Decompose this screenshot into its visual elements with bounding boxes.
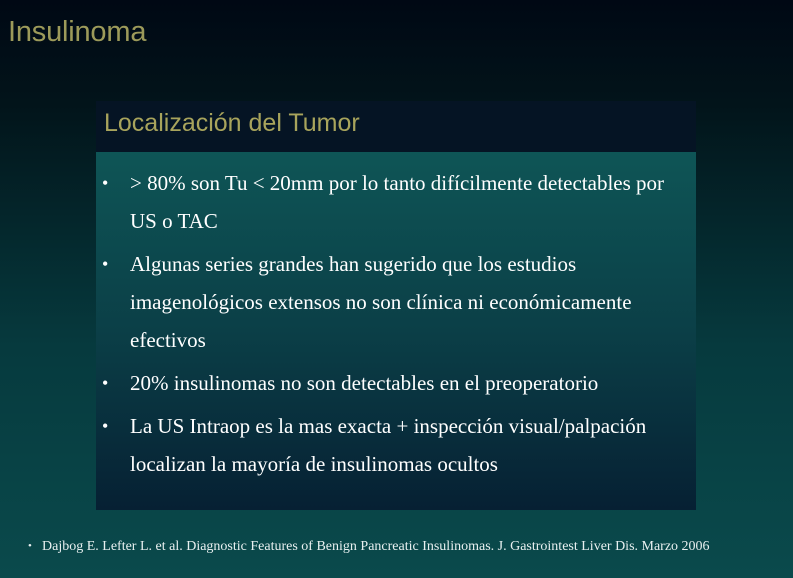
bullet-text: Algunas series grandes han sugerido que los estudios imagenológicos extensos no son clínica ni económicamente efectivos [130,252,632,352]
list-item [102,164,672,240]
bullet-icon: • [102,173,109,193]
reference-text: Dajbog E. Lefter L. et al. Diagnostic Features of Benign Pancreatic Insulinomas. J. Gastrointest Liver Dis. Marzo 2006 [42,539,710,554]
list-item [102,245,672,359]
panel-body [96,152,696,510]
list-item [102,407,672,483]
bullet-icon: • [102,254,109,274]
list-item [102,364,672,402]
panel-header [96,101,696,152]
reference-bullet-icon: • [28,540,32,552]
bullet-icon: • [102,373,109,393]
bullet-text: La US Intraop es la mas exacta + inspección visual/palpación localizan la mayoría de insulinomas ocultos [130,414,647,476]
bullet-icon: • [102,416,109,436]
content-panel [96,101,696,510]
panel-title: Localización del Tumor [104,109,360,137]
reference-citation [28,537,768,556]
bullet-text: > 80% son Tu < 20mm por lo tanto difícilmente detectables por US o TAC [130,171,665,233]
slide-title: Insulinoma [8,16,147,48]
bullet-list [96,152,696,483]
bullet-text: 20% insulinomas no son detectables en el preoperatorio [130,371,599,395]
